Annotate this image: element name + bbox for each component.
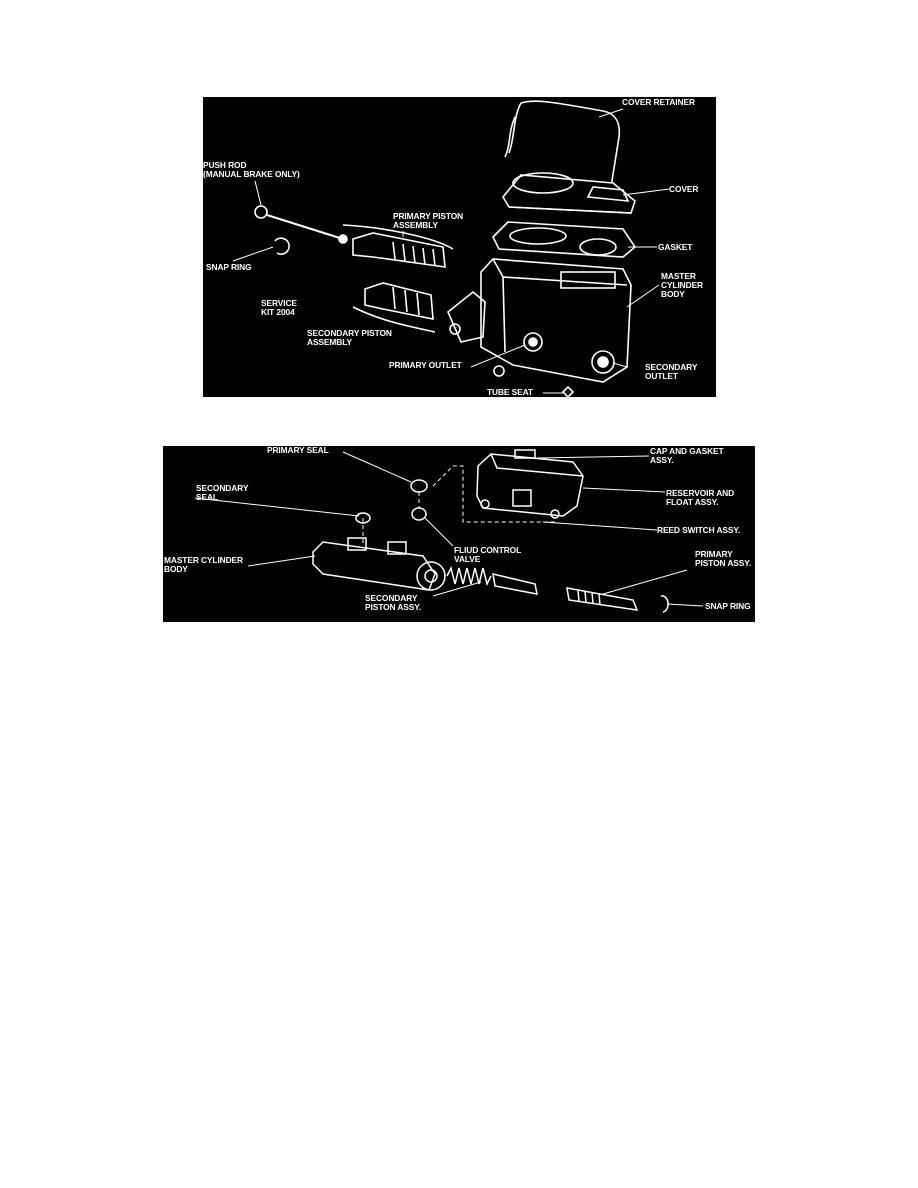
snap-ring-shape bbox=[275, 238, 289, 254]
label-push-rod: PUSH ROD (MANUAL BRAKE ONLY) bbox=[203, 160, 300, 180]
label-gasket: GASKET bbox=[658, 242, 693, 252]
cylinder-body-2-shape bbox=[313, 542, 435, 590]
label-primary-seal: PRIMARY SEAL bbox=[267, 446, 329, 455]
label-cover: COVER bbox=[669, 184, 699, 194]
label-primary-outlet: PRIMARY OUTLET bbox=[389, 360, 462, 370]
push-rod-shaft bbox=[267, 215, 343, 239]
label-reservoir-and-float: RESERVOIR AND FLOAT ASSY. bbox=[666, 488, 735, 508]
master-cylinder-exploded-view-2 bbox=[163, 446, 755, 622]
primary-seal-shape bbox=[411, 480, 427, 492]
label-secondary-seal: SECONDARY SEAL bbox=[196, 483, 249, 503]
label-tube-seat: TUBE SEAT bbox=[487, 387, 533, 397]
label-secondary-piston-assembly: SECONDARY PISTON ASSEMBLY bbox=[307, 328, 392, 348]
secondary-piston-2-shape bbox=[493, 574, 537, 594]
push-rod-eye bbox=[255, 206, 267, 218]
label-primary-piston-assembly: PRIMARY PISTON ASSEMBLY bbox=[393, 211, 464, 231]
label-secondary-outlet: SECONDARY OUTLET bbox=[645, 362, 698, 382]
label-primary-piston: PRIMARY PISTON ASSY. bbox=[695, 549, 752, 569]
figure-2-leader-lines bbox=[195, 452, 703, 606]
label-secondary-piston: SECONDARY PISTON ASSY. bbox=[365, 593, 422, 613]
tube-seat-2 bbox=[563, 387, 573, 397]
label-master-cylinder-body: MASTER CYLINDER BODY bbox=[661, 271, 704, 300]
label-cover-retainer: COVER RETAINER bbox=[622, 97, 695, 107]
label-reed-switch: REED SWITCH ASSY. bbox=[657, 525, 741, 535]
cover-retainer-wire bbox=[505, 101, 619, 187]
label-snap-ring-2: SNAP RING bbox=[705, 601, 751, 611]
master-cylinder-exploded-view-1 bbox=[203, 97, 716, 397]
gasket-opening-left bbox=[510, 228, 566, 244]
tube-seat-1 bbox=[494, 366, 504, 376]
label-cap-and-gasket: CAP AND GASKET ASSY. bbox=[650, 446, 724, 466]
label-service-kit: SERVICE KIT 2004 bbox=[261, 298, 297, 318]
label-snap-ring: SNAP RING bbox=[206, 262, 252, 272]
label-fluid-control-valve: FLIUD CONTROL VALVE bbox=[454, 545, 522, 565]
secondary-piston-shape bbox=[365, 283, 433, 319]
primary-piston-shape bbox=[353, 233, 445, 267]
gasket-opening-right bbox=[580, 239, 616, 255]
label-master-cylinder-body-2: MASTER CYLINDER BODY bbox=[164, 555, 243, 575]
fluid-control-valve-shape bbox=[412, 508, 426, 520]
figure-1-drawing bbox=[203, 97, 716, 397]
reed-switch-shape bbox=[513, 490, 531, 506]
secondary-spring bbox=[447, 568, 491, 584]
